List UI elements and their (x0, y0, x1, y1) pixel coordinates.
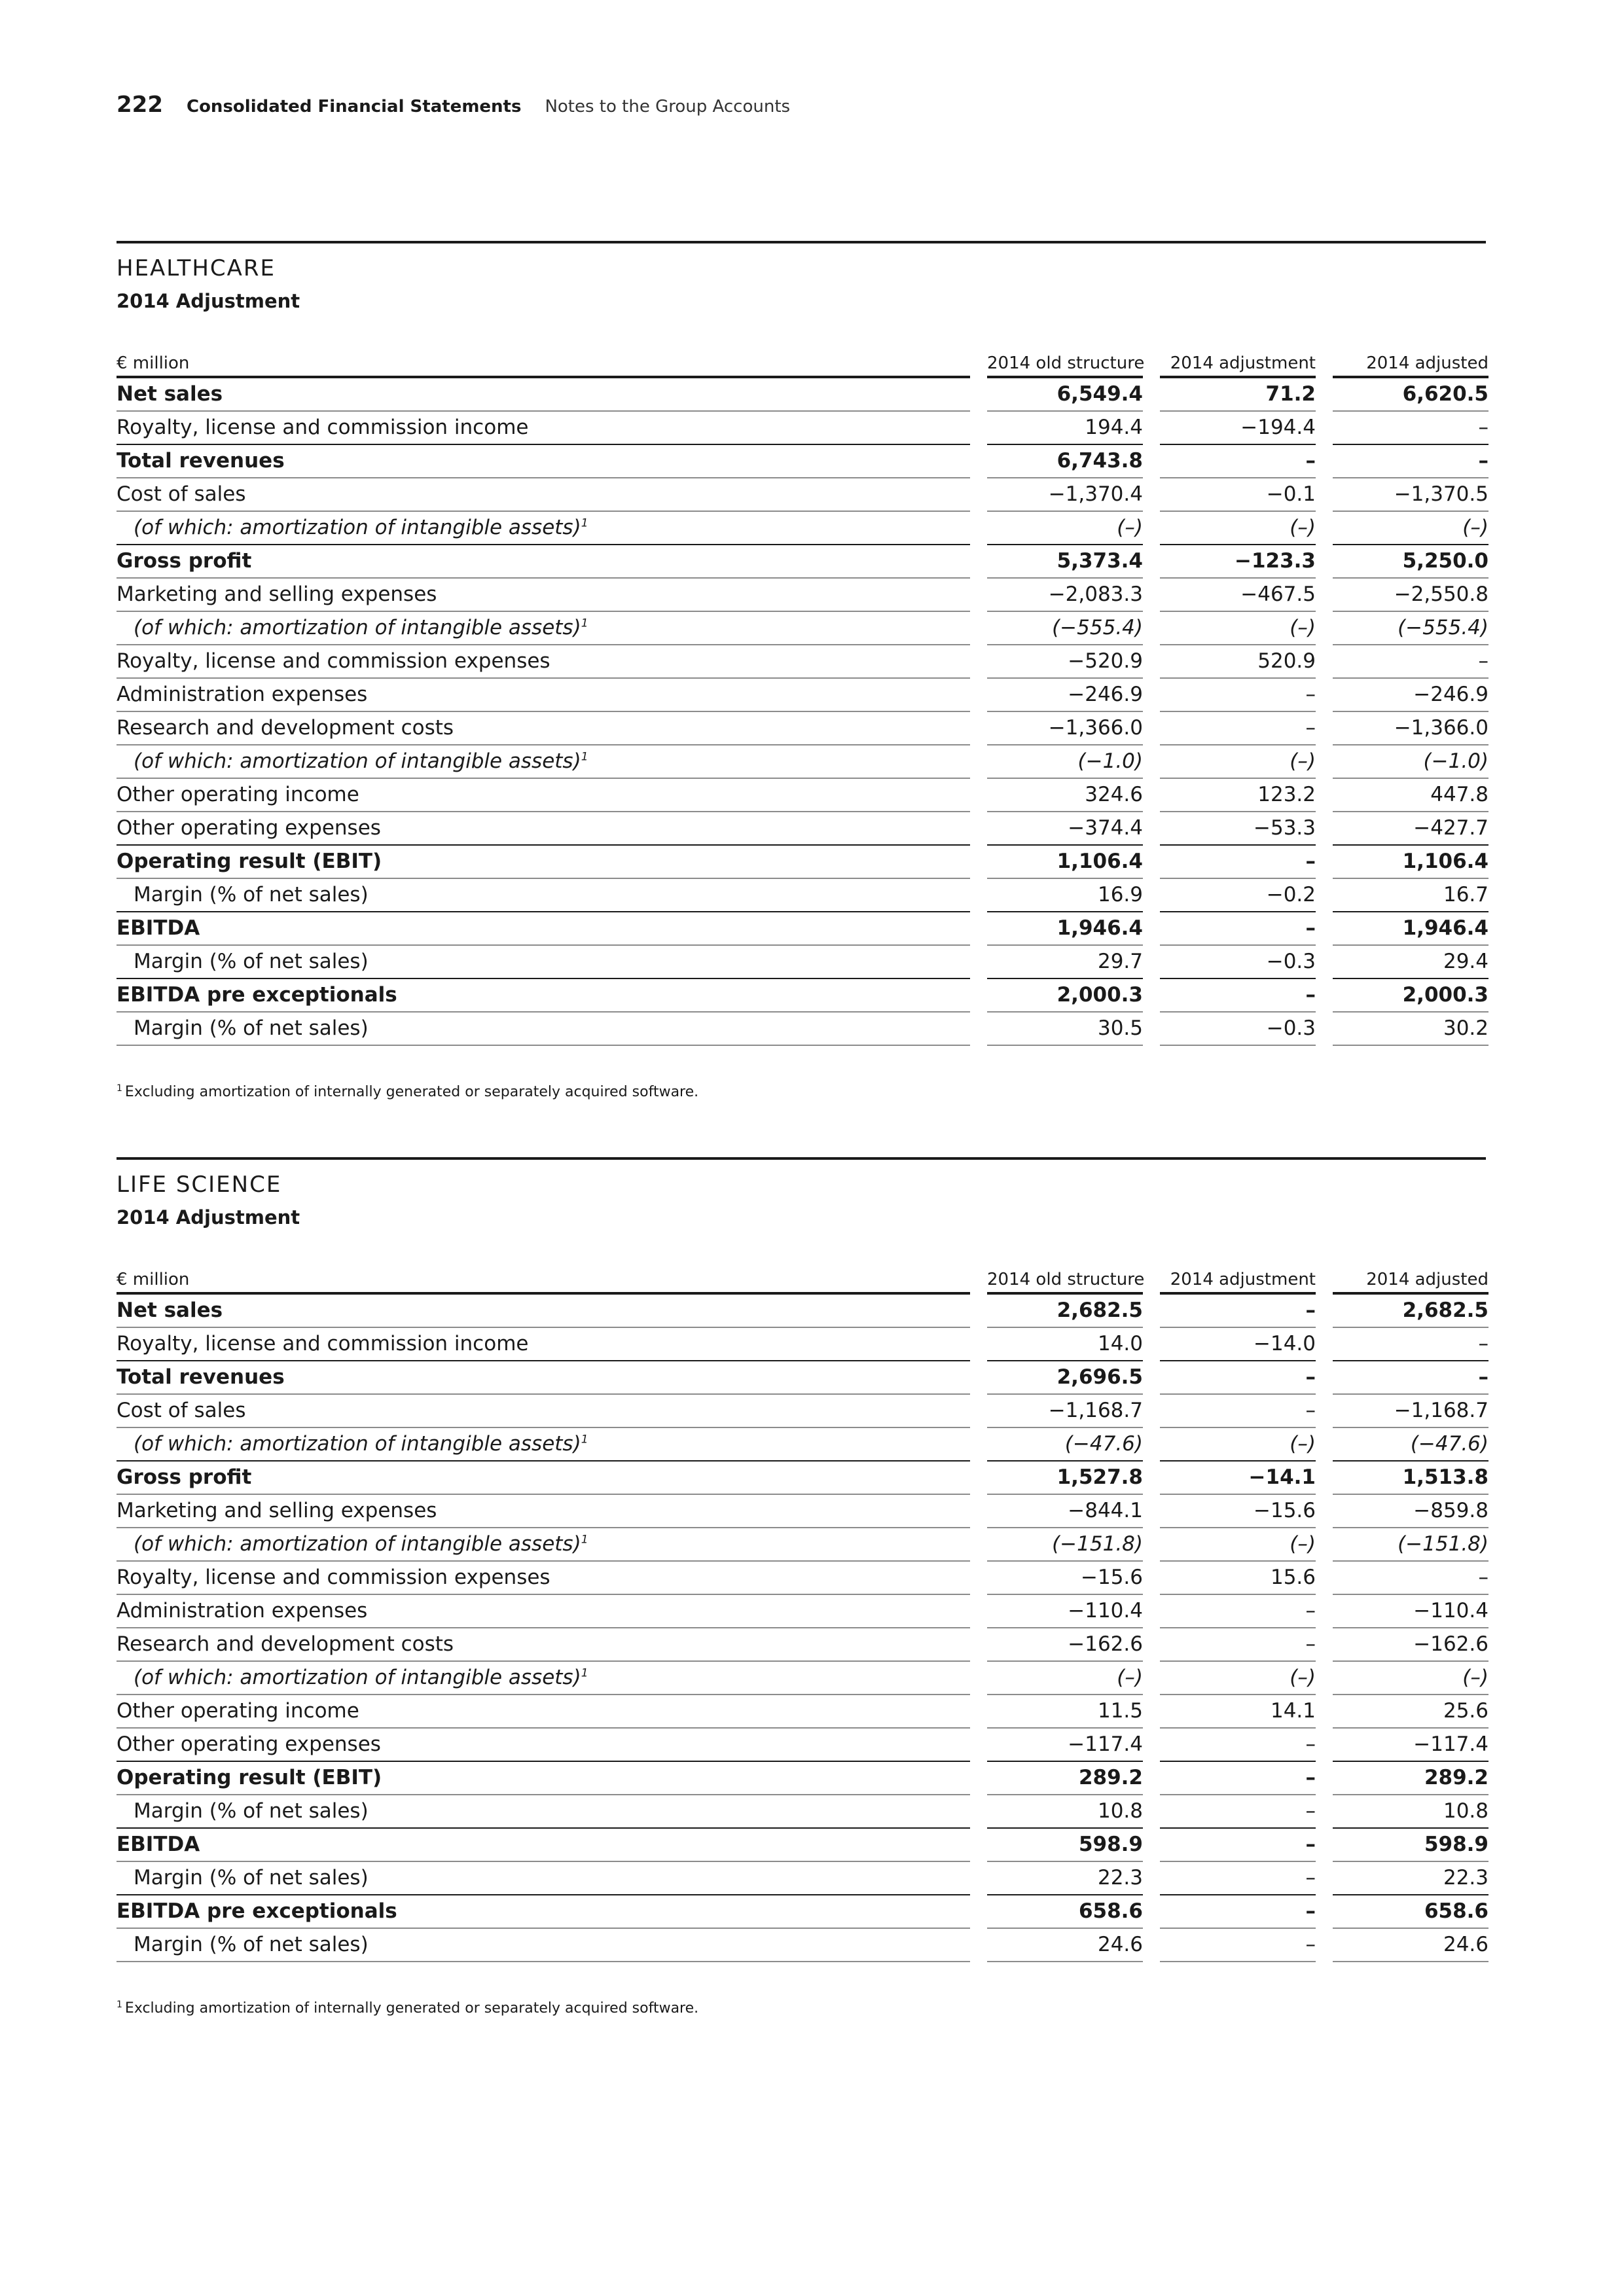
table-row (117, 1729, 1489, 1762)
table-row (117, 1829, 1489, 1862)
value-old-structure: 22.3 (987, 1862, 1143, 1895)
footnote-marker: 1 (117, 1999, 122, 2010)
value-adjustment: – (1160, 445, 1316, 478)
value-old-structure: 324.6 (987, 779, 1143, 812)
row-label: Operating result (EBIT) (117, 1762, 970, 1795)
footnote-marker: 1 (117, 1083, 122, 1094)
row-label: Cost of sales (117, 1395, 970, 1428)
value-old-structure: 194.4 (987, 412, 1143, 445)
header-title: Consolidated Financial Statements (186, 97, 522, 117)
value-adjusted: (−555.4) (1333, 612, 1489, 645)
section-subtitle: 2014 Adjustment (117, 1206, 300, 1229)
value-adjusted: – (1333, 412, 1489, 445)
table-row (117, 378, 1489, 412)
value-old-structure: (−151.8) (987, 1528, 1143, 1562)
value-adjustment: – (1160, 679, 1316, 712)
value-old-structure: 2,000.3 (987, 979, 1143, 1013)
value-adjusted: 1,946.4 (1333, 912, 1489, 946)
row-label: Gross profit (117, 1462, 970, 1495)
value-adjusted: (−47.6) (1333, 1428, 1489, 1462)
table-row (117, 1562, 1489, 1595)
value-adjusted: 289.2 (1333, 1762, 1489, 1795)
value-old-structure: −1,168.7 (987, 1395, 1143, 1428)
value-old-structure: −844.1 (987, 1495, 1143, 1528)
value-adjusted: −427.7 (1333, 812, 1489, 846)
header-subtitle: Notes to the Group Accounts (545, 97, 791, 117)
value-adjustment: – (1160, 1929, 1316, 1962)
section-divider (117, 241, 1486, 243)
value-adjustment: 520.9 (1160, 645, 1316, 679)
row-label: (of which: amortization of intangible assets)$^1$ (117, 612, 970, 645)
value-adjusted: 24.6 (1333, 1929, 1489, 1962)
value-adjustment: – (1160, 912, 1316, 946)
footnote-reference: 1 (581, 1666, 588, 1680)
table-row (117, 478, 1489, 512)
row-label: Margin (% of net sales) (117, 1862, 970, 1895)
life-science-table-body (117, 1295, 1489, 1962)
value-old-structure: (−47.6) (987, 1428, 1143, 1462)
value-adjustment: −0.3 (1160, 946, 1316, 979)
row-label: Margin (% of net sales) (117, 1013, 970, 1046)
table-row (117, 1395, 1489, 1428)
life-science-table (117, 1265, 1489, 1962)
value-adjustment: 71.2 (1160, 378, 1316, 412)
value-adjusted: −110.4 (1333, 1595, 1489, 1628)
value-adjusted: −2,550.8 (1333, 579, 1489, 612)
value-adjusted: 598.9 (1333, 1829, 1489, 1862)
value-adjustment: (–) (1160, 1428, 1316, 1462)
value-old-structure: 2,696.5 (987, 1361, 1143, 1395)
value-adjusted: 29.4 (1333, 946, 1489, 979)
table-row (117, 912, 1489, 946)
value-old-structure: 16.9 (987, 879, 1143, 912)
row-label: (of which: amortization of intangible assets)$^1$ (117, 1662, 970, 1695)
value-adjustment: (–) (1160, 745, 1316, 779)
value-adjustment: −15.6 (1160, 1495, 1316, 1528)
row-label: Research and development costs (117, 1628, 970, 1662)
table-row (117, 1762, 1489, 1795)
row-label: Margin (% of net sales) (117, 946, 970, 979)
value-old-structure: 14.0 (987, 1328, 1143, 1361)
footnote-text: Excluding amortization of internally generated or separately acquired software. (124, 1084, 699, 1100)
column-header-old-structure: 2014 old structure (987, 1265, 1143, 1295)
row-label: Administration expenses (117, 679, 970, 712)
table-header-row (117, 348, 1489, 378)
row-label: Marketing and selling expenses (117, 579, 970, 612)
row-label: Net sales (117, 378, 970, 412)
value-old-structure: 6,743.8 (987, 445, 1143, 478)
table-row (117, 1295, 1489, 1328)
row-label: (of which: amortization of intangible assets)$^1$ (117, 1428, 970, 1462)
row-label: EBITDA (117, 912, 970, 946)
value-old-structure: 11.5 (987, 1695, 1143, 1729)
value-adjusted: −1,366.0 (1333, 712, 1489, 745)
value-adjusted: 22.3 (1333, 1862, 1489, 1895)
value-adjusted: – (1333, 1328, 1489, 1361)
value-old-structure: −1,370.4 (987, 478, 1143, 512)
value-adjusted: – (1333, 645, 1489, 679)
value-adjustment: (–) (1160, 612, 1316, 645)
value-adjustment: – (1160, 1361, 1316, 1395)
row-label: Total revenues (117, 1361, 970, 1395)
value-adjustment: 15.6 (1160, 1562, 1316, 1595)
row-label: Marketing and selling expenses (117, 1495, 970, 1528)
value-adjusted: – (1333, 445, 1489, 478)
value-old-structure: −2,083.3 (987, 579, 1143, 612)
section-title: LIFE SCIENCE (117, 1172, 282, 1198)
column-header-unit: € million (117, 348, 970, 378)
value-adjustment: −14.0 (1160, 1328, 1316, 1361)
value-old-structure: 598.9 (987, 1829, 1143, 1862)
row-label: (of which: amortization of intangible assets)$^1$ (117, 745, 970, 779)
value-adjustment: – (1160, 1628, 1316, 1662)
value-adjustment: (–) (1160, 1662, 1316, 1695)
value-adjusted: (−151.8) (1333, 1528, 1489, 1562)
value-old-structure: 5,373.4 (987, 545, 1143, 579)
row-label: (of which: amortization of intangible assets)$^1$ (117, 512, 970, 545)
value-adjusted: (–) (1333, 1662, 1489, 1695)
footnote-text: Excluding amortization of internally generated or separately acquired software. (124, 2000, 699, 2017)
value-old-structure: 289.2 (987, 1762, 1143, 1795)
table-row (117, 1862, 1489, 1895)
value-adjusted: (−1.0) (1333, 745, 1489, 779)
table-row (117, 1695, 1489, 1729)
value-adjustment: – (1160, 1762, 1316, 1795)
value-adjusted: 447.8 (1333, 779, 1489, 812)
page-header (117, 92, 790, 118)
value-old-structure: 1,106.4 (987, 846, 1143, 879)
value-old-structure: −15.6 (987, 1562, 1143, 1595)
value-adjusted: – (1333, 1361, 1489, 1395)
column-header-adjusted: 2014 adjusted (1333, 1265, 1489, 1295)
table-row (117, 1929, 1489, 1962)
row-label: Net sales (117, 1295, 970, 1328)
footnote (117, 1084, 1486, 1100)
row-label: EBITDA (117, 1829, 970, 1862)
value-adjustment: (–) (1160, 1528, 1316, 1562)
row-label: Margin (% of net sales) (117, 879, 970, 912)
footnote-reference: 1 (581, 1433, 588, 1446)
column-header-unit: € million (117, 1265, 970, 1295)
table-row (117, 1895, 1489, 1929)
value-adjusted: 2,000.3 (1333, 979, 1489, 1013)
table-row (117, 1013, 1489, 1046)
row-label: Gross profit (117, 545, 970, 579)
value-old-structure: (–) (987, 1662, 1143, 1695)
row-label: Margin (% of net sales) (117, 1795, 970, 1829)
table-row (117, 812, 1489, 846)
row-label: Total revenues (117, 445, 970, 478)
value-adjusted: 10.8 (1333, 1795, 1489, 1829)
row-label: Operating result (EBIT) (117, 846, 970, 879)
value-adjustment: −53.3 (1160, 812, 1316, 846)
column-header-adjustment: 2014 adjustment (1160, 348, 1316, 378)
value-old-structure: −117.4 (987, 1729, 1143, 1762)
value-adjusted: 1,106.4 (1333, 846, 1489, 879)
value-adjustment: −0.1 (1160, 478, 1316, 512)
table-row (117, 645, 1489, 679)
value-old-structure: 1,946.4 (987, 912, 1143, 946)
value-old-structure: 24.6 (987, 1929, 1143, 1962)
value-adjustment: – (1160, 1395, 1316, 1428)
column-header-old-structure: 2014 old structure (987, 348, 1143, 378)
value-adjustment: – (1160, 1729, 1316, 1762)
value-old-structure: 2,682.5 (987, 1295, 1143, 1328)
table-row (117, 1428, 1489, 1462)
row-label: Margin (% of net sales) (117, 1929, 970, 1962)
value-adjustment: 14.1 (1160, 1695, 1316, 1729)
value-adjusted: 2,682.5 (1333, 1295, 1489, 1328)
value-old-structure: −162.6 (987, 1628, 1143, 1662)
column-header-adjusted: 2014 adjusted (1333, 348, 1489, 378)
value-adjusted: −162.6 (1333, 1628, 1489, 1662)
value-adjustment: −14.1 (1160, 1462, 1316, 1495)
value-adjusted: −246.9 (1333, 679, 1489, 712)
row-label: Royalty, license and commission income (117, 1328, 970, 1361)
value-adjustment: – (1160, 1795, 1316, 1829)
value-adjustment: −0.2 (1160, 879, 1316, 912)
table-header-row (117, 1265, 1489, 1295)
value-old-structure: 6,549.4 (987, 378, 1143, 412)
value-adjusted: −1,370.5 (1333, 478, 1489, 512)
footnote (117, 2000, 1486, 2017)
table-row (117, 579, 1489, 612)
value-adjustment: −467.5 (1160, 579, 1316, 612)
value-adjusted: 6,620.5 (1333, 378, 1489, 412)
row-label: Other operating income (117, 779, 970, 812)
value-old-structure: 1,527.8 (987, 1462, 1143, 1495)
column-header-adjustment: 2014 adjustment (1160, 1265, 1316, 1295)
row-label: EBITDA pre exceptionals (117, 979, 970, 1013)
row-label: Royalty, license and commission expenses (117, 1562, 970, 1595)
value-old-structure: (–) (987, 512, 1143, 545)
value-adjusted: 658.6 (1333, 1895, 1489, 1929)
value-old-structure: 30.5 (987, 1013, 1143, 1046)
value-old-structure: −246.9 (987, 679, 1143, 712)
table-row (117, 712, 1489, 745)
row-label: Administration expenses (117, 1595, 970, 1628)
value-adjustment: −123.3 (1160, 545, 1316, 579)
value-adjustment: – (1160, 712, 1316, 745)
table-row (117, 1795, 1489, 1829)
table-row (117, 1361, 1489, 1395)
value-adjusted: 5,250.0 (1333, 545, 1489, 579)
value-adjusted: 25.6 (1333, 1695, 1489, 1729)
value-adjustment: – (1160, 979, 1316, 1013)
table-row (117, 745, 1489, 779)
healthcare-table-body (117, 378, 1489, 1046)
value-adjustment: – (1160, 846, 1316, 879)
row-label: Other operating expenses (117, 1729, 970, 1762)
value-old-structure: 29.7 (987, 946, 1143, 979)
value-adjustment: 123.2 (1160, 779, 1316, 812)
section-divider (117, 1157, 1486, 1160)
value-adjustment: −0.3 (1160, 1013, 1316, 1046)
row-label: EBITDA pre exceptionals (117, 1895, 970, 1929)
value-adjusted: 1,513.8 (1333, 1462, 1489, 1495)
healthcare-table (117, 348, 1489, 1046)
value-old-structure: −1,366.0 (987, 712, 1143, 745)
row-label: Research and development costs (117, 712, 970, 745)
section-title: HEALTHCARE (117, 255, 276, 281)
value-old-structure: (−555.4) (987, 612, 1143, 645)
row-label: Royalty, license and commission expenses (117, 645, 970, 679)
value-adjusted: −1,168.7 (1333, 1395, 1489, 1428)
value-adjusted: (–) (1333, 512, 1489, 545)
section-subtitle: 2014 Adjustment (117, 290, 300, 312)
table-row (117, 612, 1489, 645)
table-row (117, 1495, 1489, 1528)
value-adjustment: – (1160, 1595, 1316, 1628)
value-adjustment: – (1160, 1895, 1316, 1929)
table-row (117, 1595, 1489, 1628)
table-row (117, 512, 1489, 545)
value-old-structure: (−1.0) (987, 745, 1143, 779)
row-label: Royalty, license and commission income (117, 412, 970, 445)
table-row (117, 1628, 1489, 1662)
row-label: Cost of sales (117, 478, 970, 512)
value-old-structure: −110.4 (987, 1595, 1143, 1628)
row-label: Other operating income (117, 1695, 970, 1729)
value-old-structure: 10.8 (987, 1795, 1143, 1829)
value-adjustment: (–) (1160, 512, 1316, 545)
healthcare-section (117, 241, 1489, 1100)
footnote-reference: 1 (581, 617, 588, 630)
table-row (117, 679, 1489, 712)
table-row (117, 879, 1489, 912)
row-label: Other operating expenses (117, 812, 970, 846)
life-science-section (117, 1157, 1489, 2017)
table-row (117, 846, 1489, 879)
value-adjustment: −194.4 (1160, 412, 1316, 445)
page-number: 222 (117, 92, 163, 118)
footnote-reference: 1 (581, 516, 588, 530)
value-adjustment: – (1160, 1829, 1316, 1862)
value-adjusted: – (1333, 1562, 1489, 1595)
footnote-reference: 1 (581, 1533, 588, 1547)
table-row (117, 1662, 1489, 1695)
table-row (117, 445, 1489, 478)
table-row (117, 979, 1489, 1013)
table-row (117, 1328, 1489, 1361)
table-row (117, 779, 1489, 812)
value-adjustment: – (1160, 1862, 1316, 1895)
value-old-structure: −520.9 (987, 645, 1143, 679)
table-row (117, 1528, 1489, 1562)
table-row (117, 412, 1489, 445)
table-row (117, 1462, 1489, 1495)
value-adjusted: −859.8 (1333, 1495, 1489, 1528)
table-row (117, 946, 1489, 979)
row-label: (of which: amortization of intangible assets)$^1$ (117, 1528, 970, 1562)
value-old-structure: −374.4 (987, 812, 1143, 846)
footnote-reference: 1 (581, 750, 588, 764)
table-row (117, 545, 1489, 579)
value-adjusted: 30.2 (1333, 1013, 1489, 1046)
value-adjusted: −117.4 (1333, 1729, 1489, 1762)
value-adjustment: – (1160, 1295, 1316, 1328)
value-old-structure: 658.6 (987, 1895, 1143, 1929)
value-adjusted: 16.7 (1333, 879, 1489, 912)
